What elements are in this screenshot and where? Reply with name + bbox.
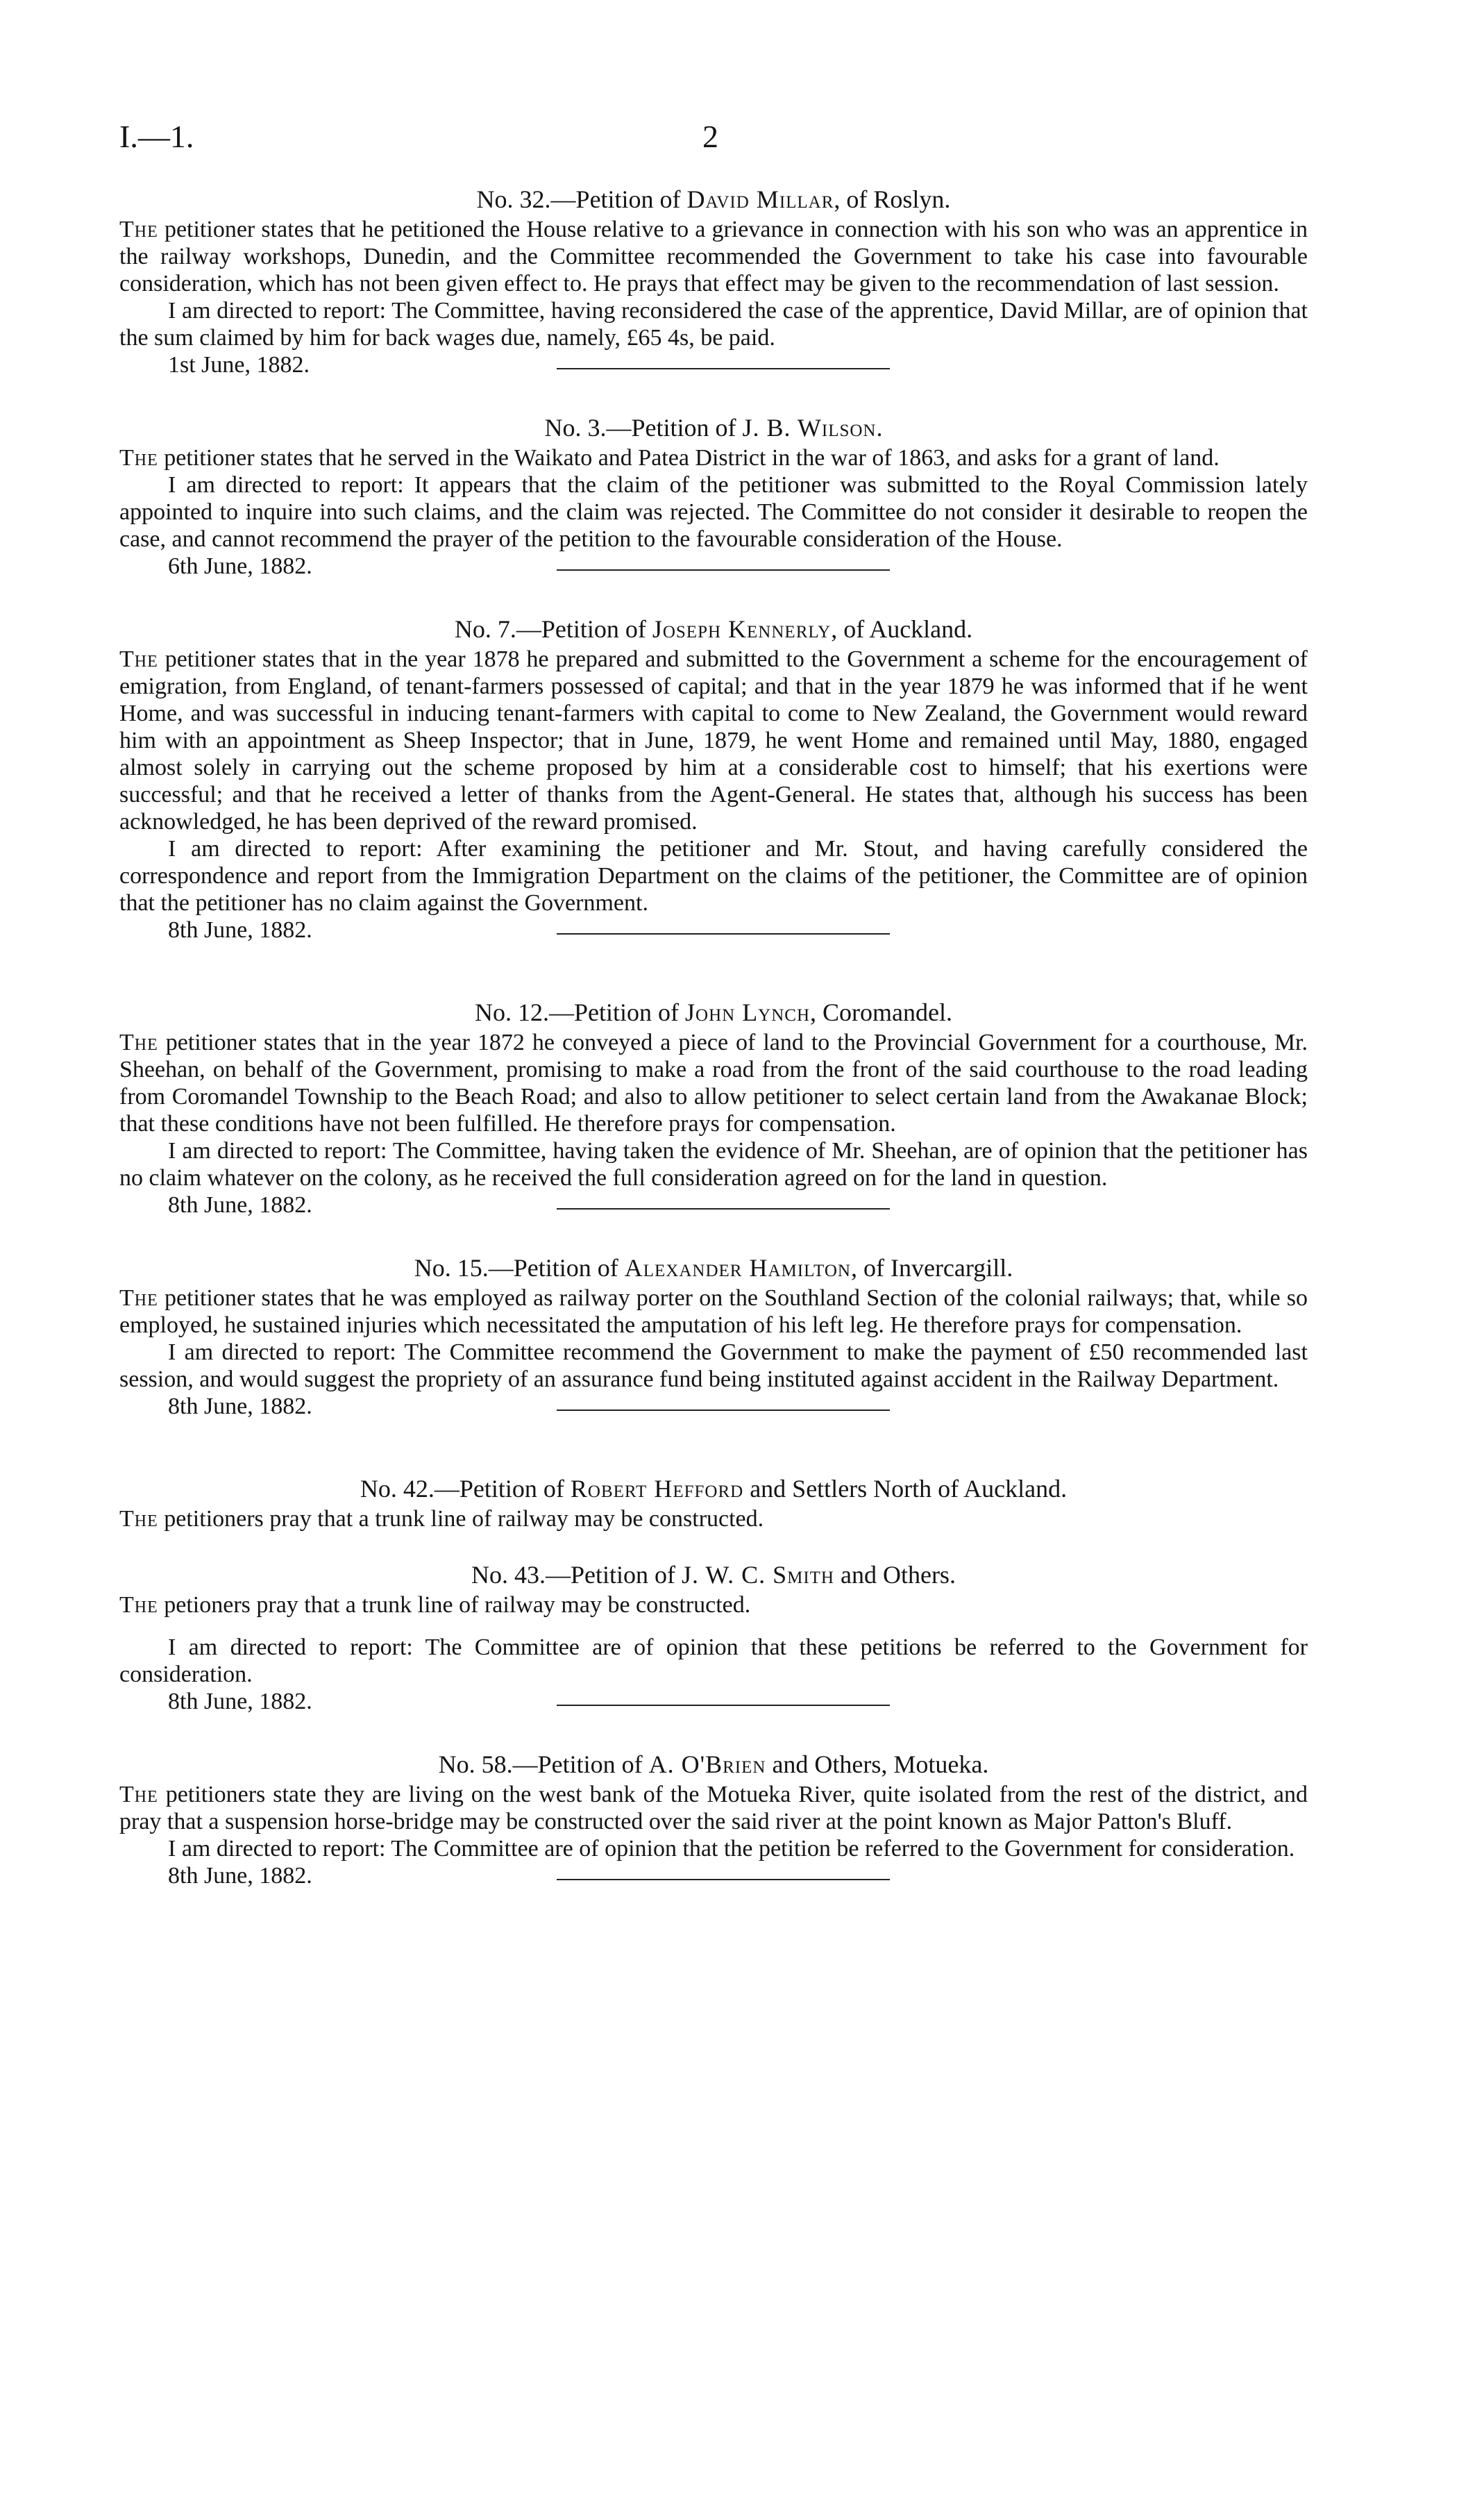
petitioner-name: John Lynch bbox=[685, 998, 811, 1026]
page-number: 2 bbox=[702, 119, 718, 154]
committee-report: I am directed to report: The Committee are of opinion that the petition be referred to the Government for consideration. bbox=[168, 1836, 1295, 1862]
petition-statement: The petitioner states that in the year 1878 he prepared and submitted to the Government a scheme for the encouragement of emigration, from England, of tenant-farmers possessed of capital; and that in the year 1879 he was informed that if he went Home, and was successful in inducing tenant-farmers with capital to come to New Zealand, the Government would reward him with an appointment as Sheep Inspector; that in June, 1879, he went Home and remained until May, 1880, engaged almost solely in carrying out the scheme proposed by him at a considerable cost to himself; that his exertions were successful; and that he received a letter of thanks from the Agent-General. He states that, although his success has been acknowledged, he has been deprived of the reward promised. bbox=[119, 646, 1308, 835]
petitioner-name: J. W. C. Smith bbox=[682, 1561, 834, 1589]
committee-report: I am directed to report: The Committee, having taken the evidence of Mr. Sheehan, are of opinion that the petitioner has no claim whatever on the colony, as he received the full consideration agreed on for the land in question. bbox=[119, 1138, 1308, 1191]
petition-section bbox=[119, 616, 1308, 944]
report-date: 8th June, 1882. bbox=[168, 1863, 312, 1889]
petition-section bbox=[119, 186, 1308, 378]
petitioner-name: Robert Hefford bbox=[570, 1475, 744, 1503]
petition-section bbox=[119, 999, 1308, 1219]
divider-rule bbox=[557, 933, 890, 935]
petitioner-name: A. O'Brien bbox=[648, 1750, 766, 1778]
committee-report: I am directed to report: After examining the petitioner and Mr. Stout, and having carefully considered the correspondence and report from the Immigration Department on the claims of the petitioner, the Committee are of opinion that the petitioner has no claim against the Government. bbox=[119, 836, 1308, 916]
committee-report: I am directed to report: The Committee, having reconsidered the case of the apprentice, David Millar, are of opinion that the sum claimed by him for back wages due, namely, £65 4s, be paid. bbox=[119, 298, 1308, 351]
joint-petition-section bbox=[119, 1475, 1308, 1715]
petitioner-name: Alexander Hamilton bbox=[624, 1254, 851, 1282]
divider-rule bbox=[557, 1208, 890, 1210]
divider-rule bbox=[557, 569, 890, 571]
petition-statement: The petitioner states that he petitioned the House relative to a grievance in connection with his son who was an apprentice in the railway workshops, Dunedin, and the Committee recommended the Government to take his case into favourable consideration, which has not been given effect to. He prays that effect may be given to the recommendation of last session. bbox=[119, 217, 1308, 296]
petition-content bbox=[119, 186, 1308, 1889]
report-date: 8th June, 1882. bbox=[168, 1689, 312, 1714]
divider-rule bbox=[557, 1879, 890, 1880]
petitioner-name: J. B. Wilson bbox=[742, 414, 877, 442]
petition-statement: The petitioners pray that a trunk line of railway may be constructed. bbox=[119, 1506, 764, 1532]
petition-statement: The petioners pray that a trunk line of railway may be constructed. bbox=[119, 1592, 751, 1618]
petition-statement: The petitioner states that he was employed as railway porter on the Southland Section of the colonial railways; that, while so employed, he sustained injuries which necessitated the amputation of his left leg. He therefore prays for compensation. bbox=[119, 1285, 1308, 1338]
petition-statement: The petitioner states that in the year 1872 he conveyed a piece of land to the Provincial Government for a courthouse, Mr. Sheehan, on behalf of the Government, promising to make a road from the front of the said courthouse to the road leading from Coromandel Township to the Beach Road; and also to allow petitioner to select certain land from the Awakanae Block; that these conditions have not been fulfilled. He therefore prays for compensation. bbox=[119, 1030, 1308, 1137]
petition-title: No. 42.—Petition of Robert Hefford and Settlers North of Auckland. bbox=[360, 1475, 1068, 1503]
petition-title: No. 43.—Petition of J. W. C. Smith and Others. bbox=[471, 1561, 956, 1589]
petition-section bbox=[119, 415, 1308, 580]
committee-report: I am directed to report: The Committee are of opinion that these petitions be referred to the Government for consideration. bbox=[119, 1634, 1308, 1687]
report-date: 6th June, 1882. bbox=[168, 553, 312, 579]
petition-title: No. 7.—Petition of Joseph Kennerly, of Auckland. bbox=[454, 615, 973, 643]
report-date: 8th June, 1882. bbox=[168, 1192, 312, 1218]
petition-title: No. 3.—Petition of J. B. Wilson. bbox=[544, 414, 883, 442]
petition-title: No. 58.—Petition of A. O'Brien and Others, Motueka. bbox=[438, 1750, 989, 1778]
paper-reference: I.—1. bbox=[119, 119, 194, 154]
petitioner-name: Joseph Kennerly bbox=[652, 615, 832, 643]
petition-section bbox=[119, 1751, 1308, 1889]
divider-rule bbox=[557, 1410, 890, 1411]
committee-report: I am directed to report: It appears that the claim of the petitioner was submitted to the Royal Commission lately appointed to inquire into such claims, and the claim was rejected. The Committee do not consider it desirable to reopen the case, and cannot recommend the prayer of the petition to the favourable consideration of the House. bbox=[119, 472, 1308, 552]
petitioner-name: David Millar bbox=[686, 185, 834, 213]
divider-rule bbox=[557, 1705, 890, 1706]
petition-title: No. 32.—Petition of David Millar, of Roslyn. bbox=[476, 185, 951, 213]
report-date: 1st June, 1882. bbox=[168, 352, 310, 378]
petition-statement: The petitioners state they are living on the west bank of the Motueka River, quite isolated from the rest of the district, and pray that a suspension horse-bridge may be constructed over the said river at the point known as Major Patton's Bluff. bbox=[119, 1782, 1308, 1834]
petition-title: No. 12.—Petition of John Lynch, Coromandel. bbox=[475, 998, 952, 1026]
report-date: 8th June, 1882. bbox=[168, 1394, 312, 1419]
divider-rule bbox=[557, 368, 890, 369]
petition-statement: The petitioner states that he served in the Waikato and Patea District in the war of 1863, and asks for a grant of land. bbox=[119, 445, 1220, 471]
committee-report: I am directed to report: The Committee recommend the Government to make the payment of £50 recommended last session, and would suggest the propriety of an assurance fund being instituted against accident in the Railway Department. bbox=[119, 1339, 1308, 1392]
report-date: 8th June, 1882. bbox=[168, 917, 312, 943]
petition-title: No. 15.—Petition of Alexander Hamilton, of Invercargill. bbox=[414, 1254, 1013, 1282]
petition-section bbox=[119, 1255, 1308, 1420]
